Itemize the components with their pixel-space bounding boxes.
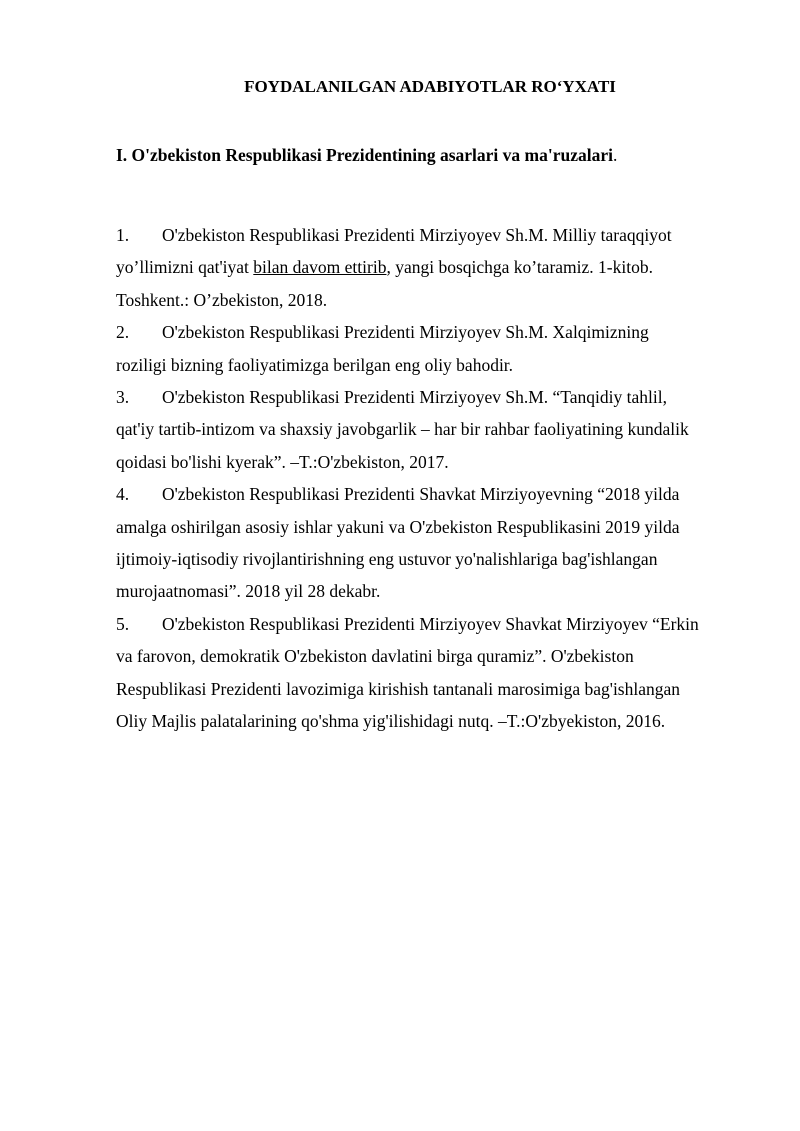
reference-line: Toshkent.: O’zbekiston, 2018. xyxy=(116,289,328,310)
reference-text: O'zbekiston Respublikasi Prezidenti Mirziyoyev Shavkat Mirziyoyev “Erkin xyxy=(162,613,699,634)
reference-line: murojaatnomasi”. 2018 yil 28 dekabr. xyxy=(116,581,381,602)
reference-text: O'zbekiston Respublikasi Prezidenti Shavkat Mirziyoyevning “2018 yilda xyxy=(162,484,680,505)
reference-line: Respublikasi Prezidenti lavozimiga kirishish tantanali marosimiga bag'ishlangan xyxy=(116,678,681,699)
reference-text: O'zbekiston Respublikasi Prezidenti Mirziyoyev Sh.M. Milliy taraqqiyot xyxy=(162,225,672,245)
reference-text: , yangi bosqichga ko’taramiz. 1-kitob. xyxy=(386,257,653,278)
section-heading-text: I. O'zbekiston Respublikasi Prezidentining asarlari va ma'ruzalari xyxy=(116,145,613,165)
reference-line xyxy=(116,219,744,251)
reference-item-4 xyxy=(116,478,744,608)
reference-line xyxy=(116,608,744,640)
reference-number: 3. xyxy=(116,387,130,408)
page-title: FOYDALANILGAN ADABIYOTLAR RO‘YXATI xyxy=(244,77,616,96)
reference-list xyxy=(116,219,744,738)
reference-item-2 xyxy=(116,316,744,381)
reference-text: O'zbekiston Respublikasi Prezidenti Mirziyoyev Sh.M. “Tanqidiy tahlil, xyxy=(162,387,667,408)
reference-line xyxy=(116,478,744,510)
section-heading xyxy=(116,143,617,167)
reference-text: yo’llimizni qat'iyat xyxy=(116,257,254,278)
reference-line xyxy=(116,251,744,283)
reference-line xyxy=(116,316,744,348)
reference-line: Oliy Majlis palatalarining qo'shma yig'ilishidagi nutq. –T.:O'zbyekiston, 2016. xyxy=(116,711,666,732)
reference-line: ijtimoiy-iqtisodiy rivojlantirishning eng ustuvor yo'nalishlariga bag'ishlangan xyxy=(116,549,658,570)
reference-item-1 xyxy=(116,219,744,316)
reference-text: O'zbekiston Respublikasi Prezidenti Mirziyoyev Sh.M. Xalqimizning xyxy=(162,322,649,343)
section-heading-period: . xyxy=(613,145,618,165)
reference-line xyxy=(116,381,744,413)
reference-line: qoidasi bo'lishi kyerak”. –T.:O'zbekiston, 2017. xyxy=(116,451,449,472)
reference-number: 2. xyxy=(116,322,130,343)
reference-item-3 xyxy=(116,381,744,478)
reference-line: qat'iy tartib-intizom va shaxsiy javobgarlik – har bir rahbar faoliyatining kundalik xyxy=(116,419,689,440)
reference-line: roziligi bizning faoliyatimizga berilgan eng oliy bahodir. xyxy=(116,354,514,375)
underlined-text: bilan davom ettirib xyxy=(253,257,387,278)
reference-number: 5. xyxy=(116,613,130,634)
reference-line: amalga oshirilgan asosiy ishlar yakuni va O'zbekiston Respublikasini 2019 yilda xyxy=(116,516,680,537)
reference-line: va farovon, demokratik O'zbekiston davlatini birga quramiz”. O'zbekiston xyxy=(116,646,634,667)
reference-item-5 xyxy=(116,608,744,738)
reference-number: 4. xyxy=(116,484,130,505)
reference-number: 1. xyxy=(116,225,130,245)
